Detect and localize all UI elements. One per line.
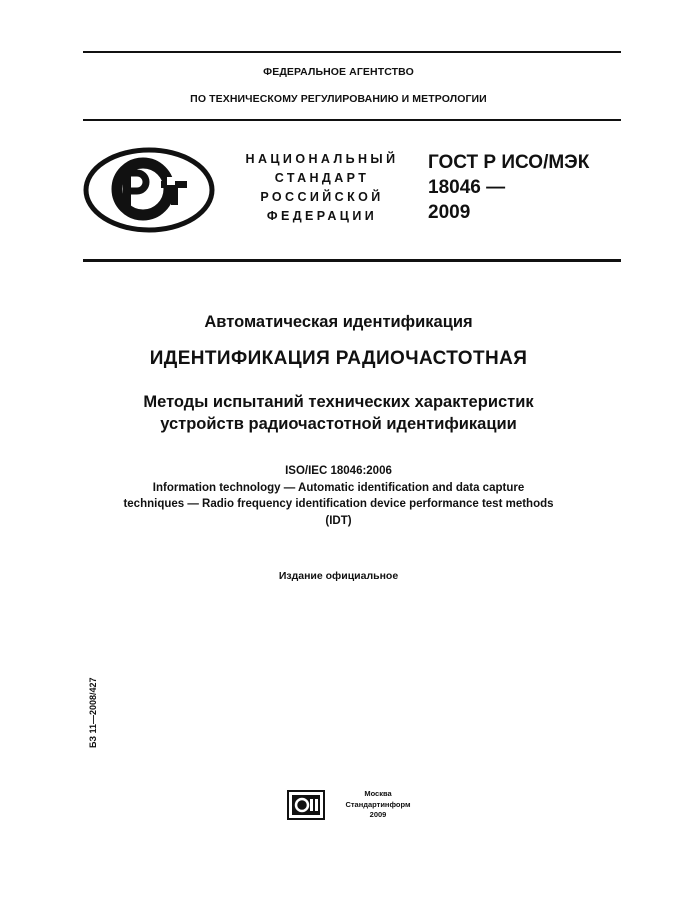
title-line-1: Автоматическая идентификация — [204, 313, 473, 331]
national-line-1: НАЦИОНАЛЬНЫЙ — [245, 152, 399, 166]
national-line-4: ФЕДЕРАЦИИ — [266, 209, 378, 223]
header-rule-1 — [83, 119, 621, 121]
header-rule-2 — [83, 259, 621, 262]
standartinform-logo-icon — [287, 790, 325, 820]
edition-label: Издание официальное — [278, 570, 399, 582]
side-note: БЗ 11—2008/427 — [88, 677, 98, 748]
standard-designation — [428, 150, 589, 225]
agency-line-2: ПО ТЕХНИЧЕСКОМУ РЕГУЛИРОВАНИЮ И МЕТРОЛОГИИ — [190, 93, 487, 105]
national-standard-label — [232, 150, 412, 226]
international-line-2: techniques — Radio frequency identification device performance test methods — [123, 498, 554, 510]
national-line-2: СТАНДАРТ — [274, 171, 370, 185]
international-reference — [0, 463, 677, 529]
top-rule — [83, 51, 621, 53]
title-line-3 — [0, 391, 677, 435]
national-line-3: РОССИЙСКОЙ — [260, 190, 384, 204]
international-line-3: (IDT) — [325, 514, 352, 527]
title-line-3a: Методы испытаний технических характеристик — [143, 393, 534, 411]
title-line-3b: устройств радиочастотной идентификации — [160, 415, 517, 433]
title-line-2: ИДЕНТИФИКАЦИЯ РАДИОЧАСТОТНАЯ — [149, 348, 528, 369]
publisher-year: 2009 — [369, 810, 387, 819]
international-code: ISO/IEC 18046:2006 — [285, 465, 392, 477]
rst-logo-icon — [83, 147, 215, 233]
publisher-info — [333, 789, 423, 821]
designation-line-2: 18046 — — [428, 177, 506, 198]
designation-line-3: 2009 — [428, 202, 471, 223]
international-line-1: Information technology — Automatic identification and data capture — [152, 481, 525, 494]
publisher-name: Стандартинформ — [345, 799, 411, 809]
agency-line-1: ФЕДЕРАЛЬНОЕ АГЕНТСТВО — [263, 66, 414, 78]
publisher-city: Москва — [364, 789, 392, 798]
designation-line-1: ГОСТ Р ИСО/МЭК — [428, 152, 590, 173]
